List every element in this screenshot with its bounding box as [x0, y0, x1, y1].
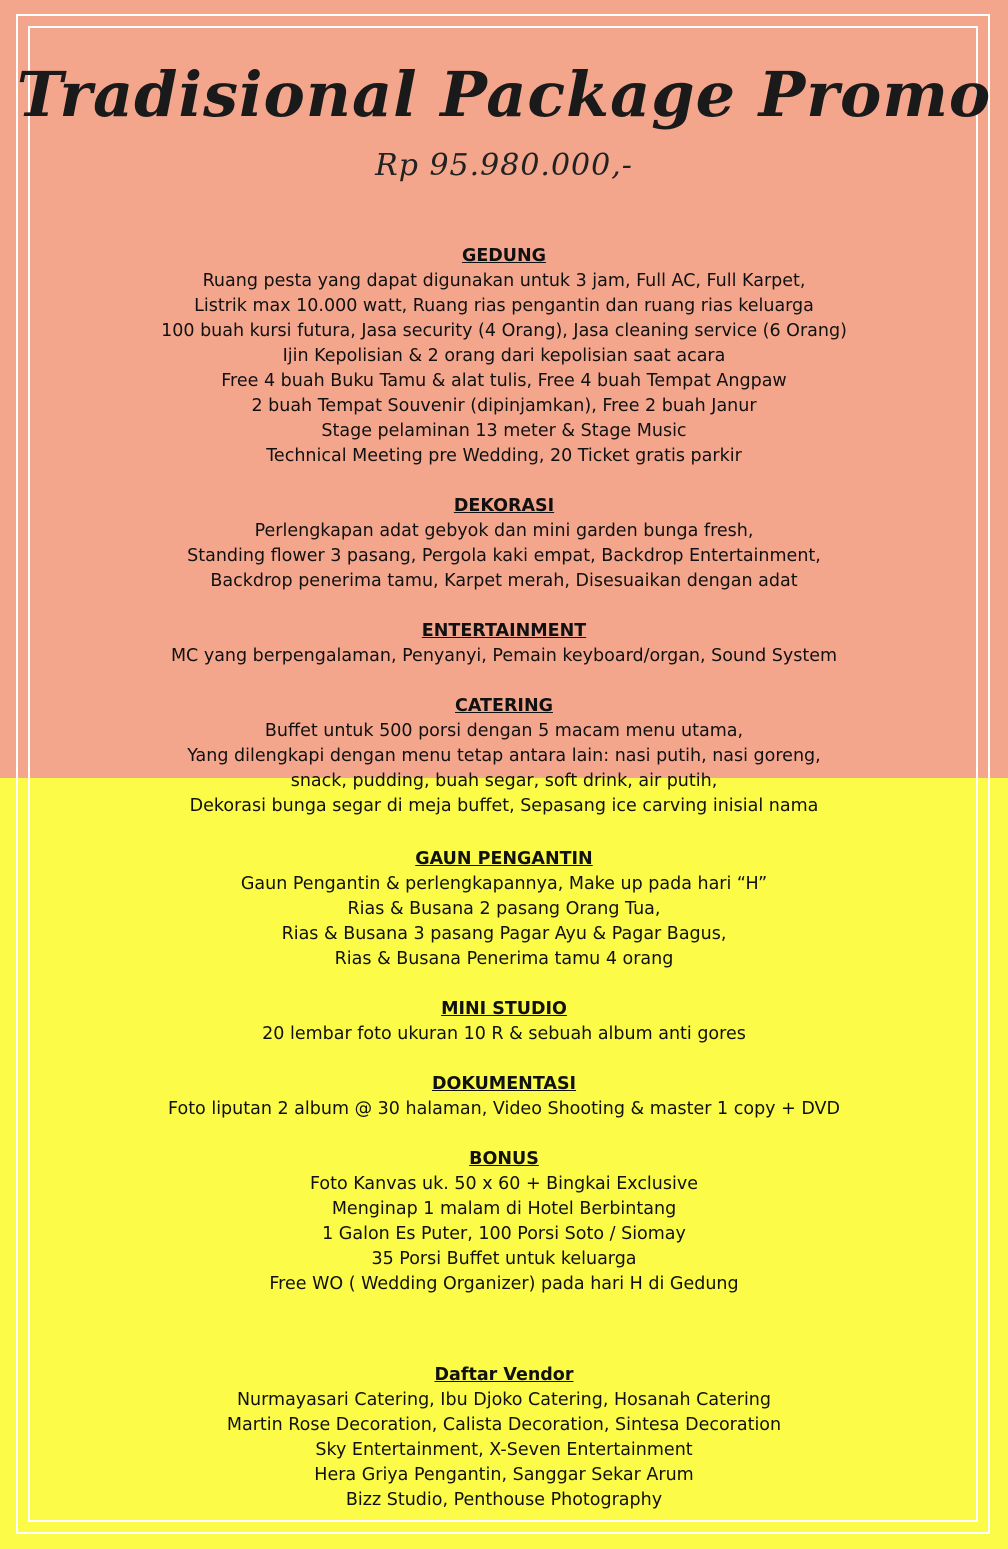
section-line: Rias & Busana Penerima tamu 4 orang	[334, 949, 674, 969]
section-line: Backdrop penerima tamu, Karpet merah, Disesuaikan dengan adat	[210, 571, 798, 591]
section-line: Ijin Kepolisian & 2 orang dari kepolisian saat acara	[282, 346, 726, 366]
section-line: 20 lembar foto ukuran 10 R & sebuah album anti gores	[262, 1024, 746, 1044]
section-line: Listrik max 10.000 watt, Ruang rias pengantin dan ruang rias keluarga	[194, 296, 814, 316]
section-catering	[0, 694, 1008, 819]
section-heading: GAUN PENGANTIN	[415, 849, 593, 869]
section-line: 100 buah kursi futura, Jasa security (4 Orang), Jasa cleaning service (6 Orang)	[161, 321, 847, 341]
section-line: Nurmayasari Catering, Ibu Djoko Catering, Hosanah Catering	[236, 1390, 772, 1410]
section-line: Rias & Busana 2 pasang Orang Tua,	[347, 899, 661, 919]
section-heading: MINI STUDIO	[441, 999, 567, 1019]
section-heading: DEKORASI	[453, 496, 555, 516]
section-line: Standing flower 3 pasang, Pergola kaki empat, Backdrop Entertainment,	[187, 546, 821, 566]
section-line: Buffet untuk 500 porsi dengan 5 macam menu utama,	[264, 721, 744, 741]
section-line: 35 Porsi Buffet untuk keluarga	[371, 1249, 637, 1269]
section-entertainment	[0, 619, 1008, 669]
section-line: Gaun Pengantin & perlengkapannya, Make up pada hari “H”	[240, 874, 768, 894]
section-line: Free WO ( Wedding Organizer) pada hari H di Gedung	[269, 1274, 739, 1294]
section-dekorasi	[0, 494, 1008, 594]
section-line: Rias & Busana 3 pasang Pagar Ayu & Pagar Bagus,	[281, 924, 727, 944]
section-line: Perlengkapan adat gebyok dan mini garden bunga fresh,	[254, 521, 754, 541]
section-line: 1 Galon Es Puter, 100 Porsi Soto / Siomay	[322, 1224, 686, 1244]
section-line: Yang dilengkapi dengan menu tetap antara lain: nasi putih, nasi goreng,	[187, 746, 821, 766]
section-gedung	[0, 244, 1008, 469]
section-heading: BONUS	[469, 1149, 539, 1169]
section-line: Bizz Studio, Penthouse Photography	[345, 1490, 663, 1510]
section-line: Dekorasi bunga segar di meja buffet, Sepasang ice carving inisial nama	[189, 796, 819, 816]
section-mini-studio	[0, 997, 1008, 1047]
section-line: Sky Entertainment, X-Seven Entertainment	[315, 1440, 693, 1460]
section-heading: Daftar Vendor	[434, 1365, 574, 1385]
section-heading: GEDUNG	[461, 246, 547, 266]
section-line: Hera Griya Pengantin, Sanggar Sekar Arum	[314, 1465, 694, 1485]
section-line: Menginap 1 malam di Hotel Berbintang	[331, 1199, 677, 1219]
section-line: MC yang berpengalaman, Penyanyi, Pemain keyboard/organ, Sound System	[170, 646, 838, 666]
section-line: Technical Meeting pre Wedding, 20 Ticket gratis parkir	[266, 446, 742, 466]
section-bonus	[0, 1147, 1008, 1297]
section-heading: CATERING	[455, 696, 553, 716]
section-gaun-pengantin	[0, 847, 1008, 972]
section-daftar-vendor	[0, 1363, 1008, 1513]
section-line: Stage pelaminan 13 meter & Stage Music	[321, 421, 687, 441]
section-line: 2 buah Tempat Souvenir (dipinjamkan), Free 2 buah Janur	[251, 396, 757, 416]
section-dokumentasi	[0, 1072, 1008, 1122]
section-line: Free 4 buah Buku Tamu & alat tulis, Free 4 buah Tempat Angpaw	[221, 371, 787, 391]
section-heading: ENTERTAINMENT	[421, 621, 587, 641]
section-line: Martin Rose Decoration, Calista Decoration, Sintesa Decoration	[226, 1415, 782, 1435]
section-heading: DOKUMENTASI	[431, 1074, 577, 1094]
section-line: Ruang pesta yang dapat digunakan untuk 3 jam, Full AC, Full Karpet,	[202, 271, 806, 291]
section-line: snack, pudding, buah segar, soft drink, air putih,	[290, 771, 718, 791]
section-line: Foto Kanvas uk. 50 x 60 + Bingkai Exclusive	[309, 1174, 698, 1194]
package-price: Rp 95.980.000,-	[375, 148, 633, 183]
page-title: Tradisional Package Promo	[16, 58, 992, 131]
section-line: Foto liputan 2 album @ 30 halaman, Video Shooting & master 1 copy + DVD	[168, 1099, 840, 1119]
